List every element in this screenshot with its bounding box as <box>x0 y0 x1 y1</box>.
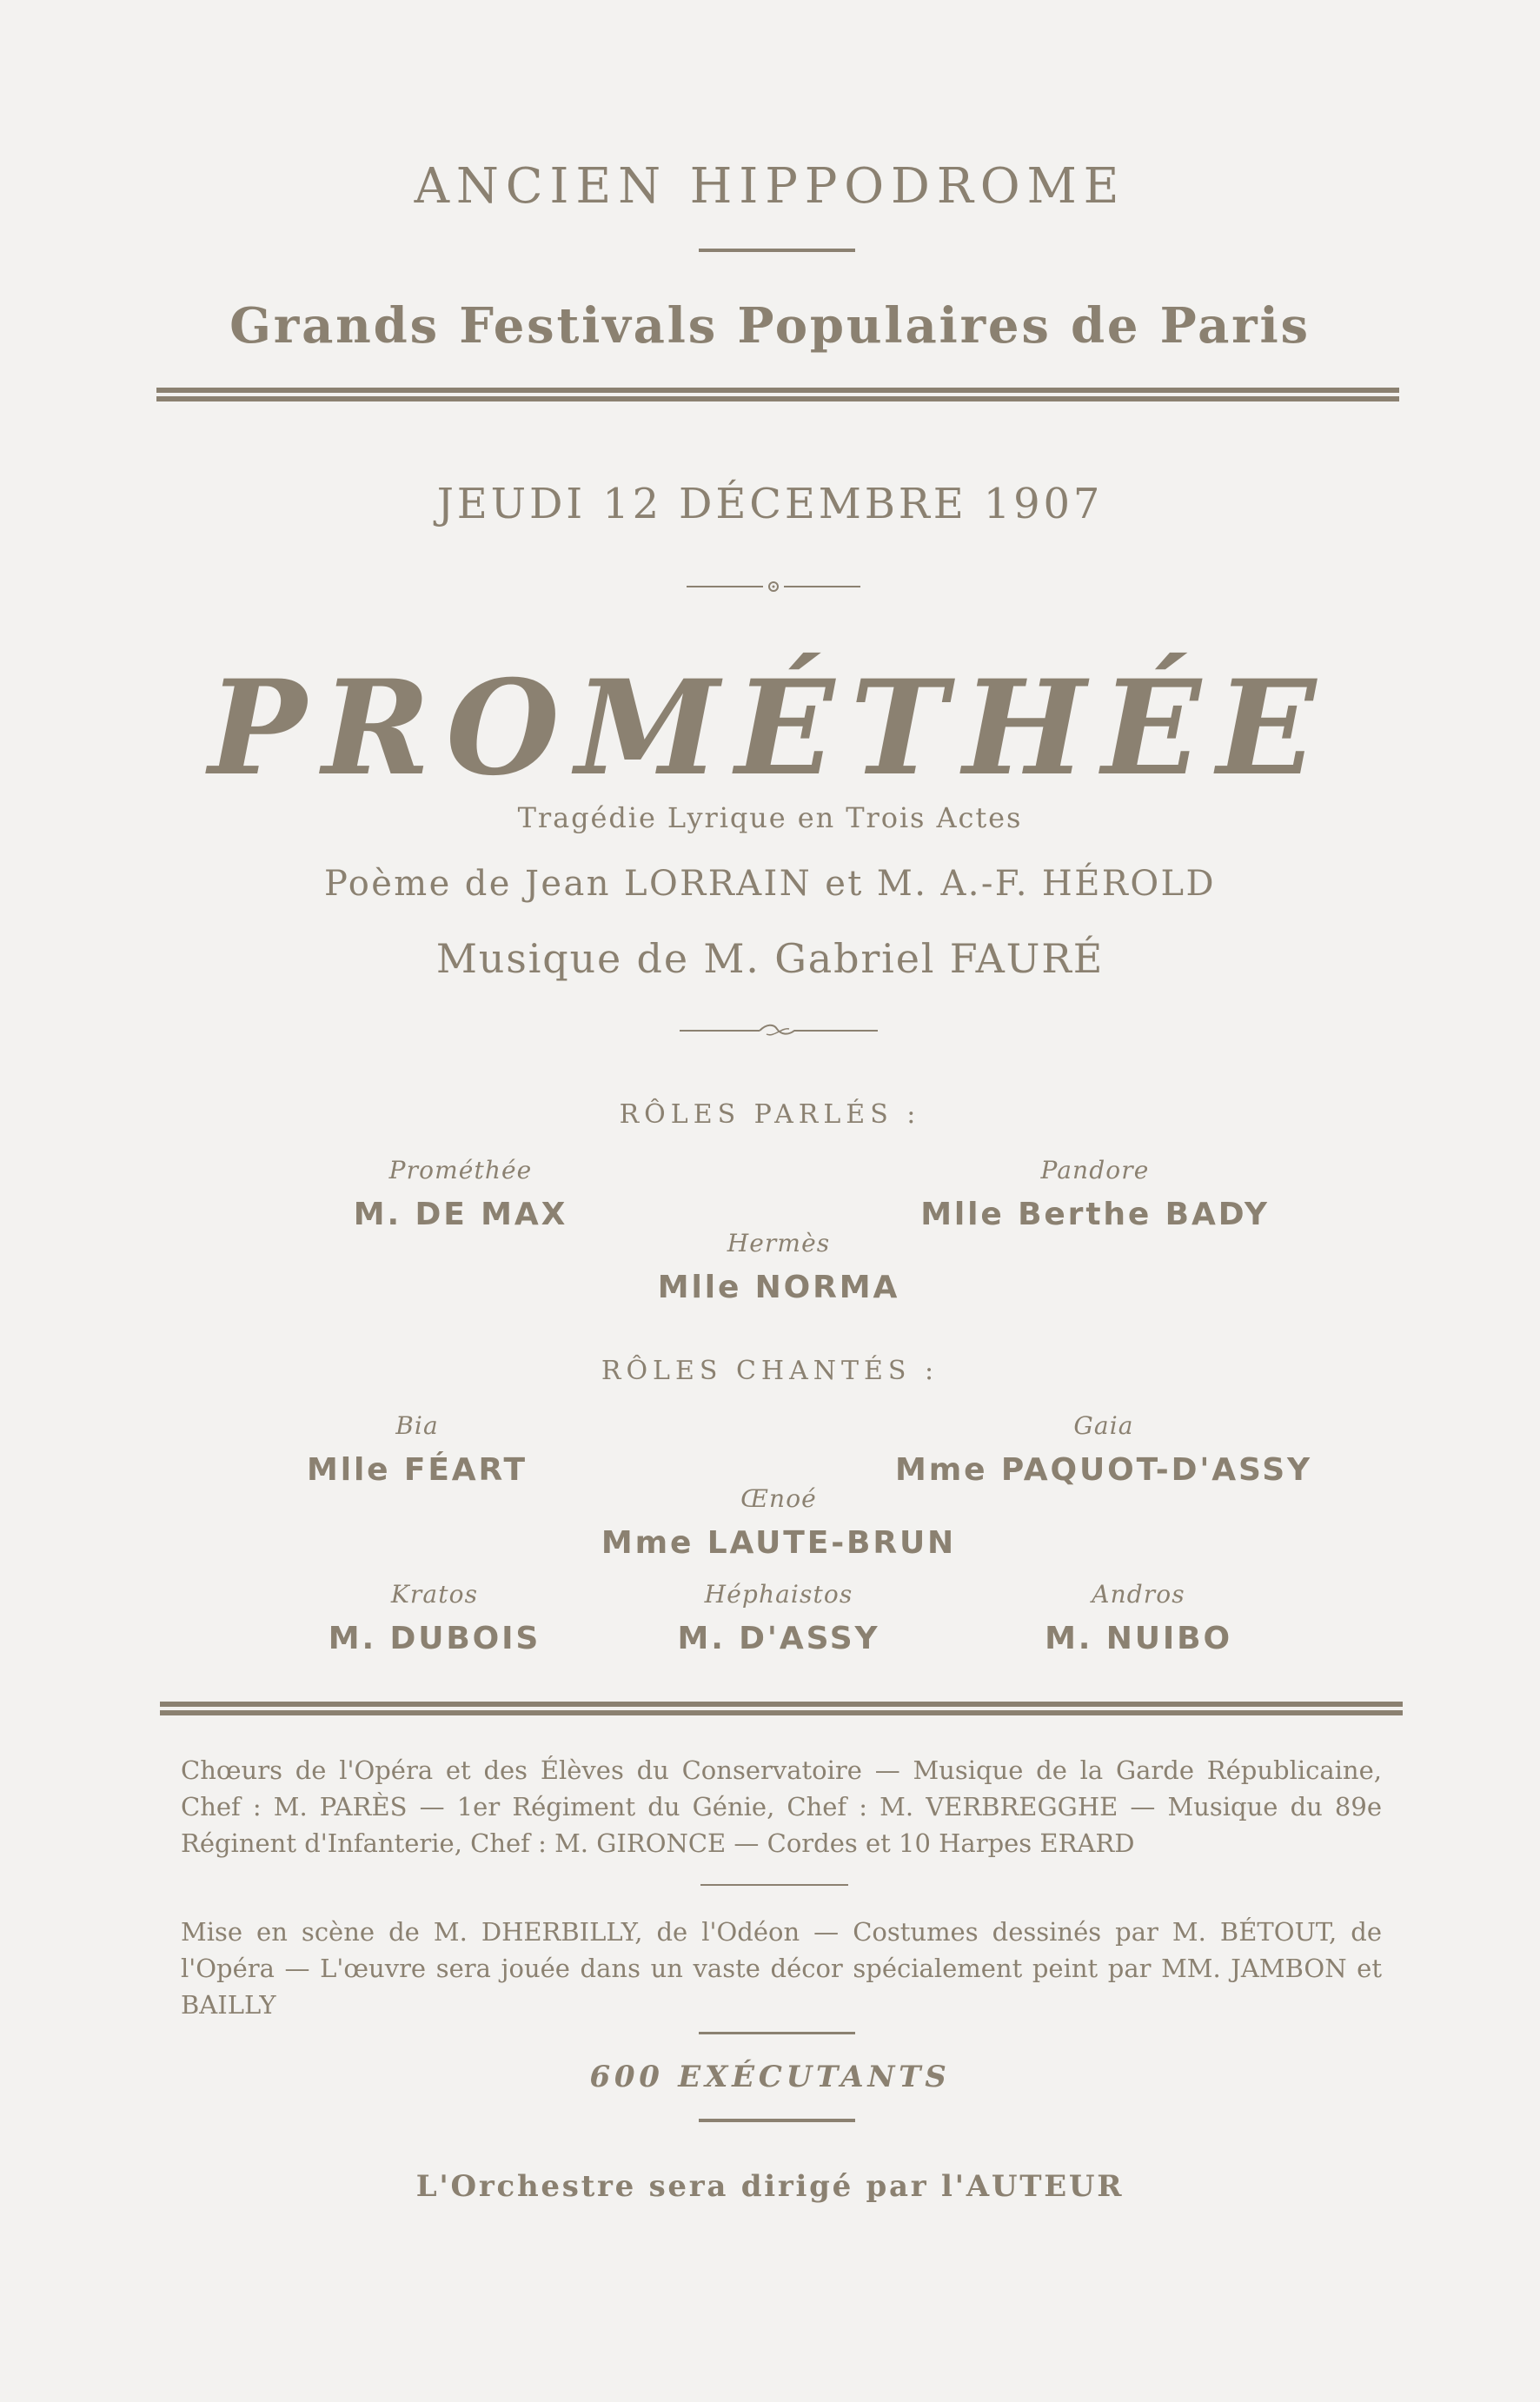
performance-date: JEUDI 12 DÉCEMBRE 1907 <box>436 480 1104 528</box>
role-name: Hermès <box>727 1229 831 1257</box>
venue-title: ANCIEN HIPPODROME <box>414 158 1126 215</box>
performers-credit: Chœurs de l'Opéra et des Élèves du Conservatoire — Musique de la Garde Républicaine, Chef : M. PARÈS — 1er Régiment du Génie, Chef : M. VERBREGGHE — Musique du 89e Réginent d'Infanterie, Chef : M. GIRONCE — Cordes et 10 Harpes ERARD <box>181 1755 1382 1858</box>
sung-roles-heading: RÔLES CHANTÉS : <box>601 1356 939 1386</box>
actor-name: Mme PAQUOT-D'ASSY <box>895 1452 1312 1488</box>
work-subtitle: Tragédie Lyrique en Trois Actes <box>517 801 1023 834</box>
work-title: PROMÉTHÉE <box>208 652 1332 805</box>
role-name: Bia <box>395 1411 439 1440</box>
role-name: Prométhée <box>388 1156 533 1184</box>
role-entry <box>261 1580 608 1656</box>
credits-divider <box>700 1884 848 1886</box>
credits-divider <box>699 2032 855 2034</box>
flourish-divider-icon <box>676 1017 881 1043</box>
music-credit: Musique de M. Gabriel FAURÉ <box>435 935 1105 982</box>
actor-name: M. DE MAX <box>353 1197 568 1232</box>
role-name: Andros <box>1092 1580 1185 1609</box>
role-name: Kratos <box>390 1580 479 1609</box>
role-entry <box>965 1580 1312 1656</box>
role-entry <box>561 1484 996 1561</box>
actor-name: Mlle FÉART <box>307 1452 528 1488</box>
actor-name: M. DUBOIS <box>328 1621 541 1656</box>
spoken-roles-heading: RÔLES PARLÉS : <box>619 1099 921 1130</box>
venue-underline <box>699 249 855 252</box>
conductor-credit: L'Orchestre sera dirigé par l'AUTEUR <box>415 2169 1125 2204</box>
role-entry <box>605 1580 953 1656</box>
festival-title: Grands Festivals Populaires de Paris <box>229 297 1311 355</box>
role-name: Héphaistos <box>704 1580 853 1609</box>
executants-count: 600 EXÉCUTANTS <box>589 2060 951 2094</box>
ornament-divider-icon <box>678 574 869 600</box>
role-entry <box>869 1411 1338 1488</box>
actor-name: Mlle NORMA <box>657 1270 900 1305</box>
role-entry <box>605 1229 953 1305</box>
actor-name: Mme LAUTE-BRUN <box>601 1525 957 1561</box>
actor-name: Mlle Berthe BADY <box>920 1197 1270 1232</box>
role-entry <box>886 1156 1304 1232</box>
poem-credit: Poème de Jean LORRAIN et M. A.-F. HÉROLD <box>324 864 1216 904</box>
role-entry <box>243 1411 591 1488</box>
cast-double-rule <box>160 1702 1403 1715</box>
role-name: Pandore <box>1040 1156 1150 1184</box>
header-double-rule <box>156 388 1399 401</box>
actor-name: M. D'ASSY <box>677 1621 880 1656</box>
credits-divider <box>699 2119 855 2122</box>
actor-name: M. NUIBO <box>1045 1621 1232 1656</box>
staging-credit: Mise en scène de M. DHERBILLY, de l'Odéon — Costumes dessinés par M. BÉTOUT, de l'Opéra — L'œuvre sera jouée dans un vaste décor spécialement peint par MM. JAMBON et BAILLY <box>181 1917 1382 2020</box>
role-name: Gaia <box>1073 1411 1134 1440</box>
role-entry <box>287 1156 634 1232</box>
role-name: Œnoé <box>740 1484 817 1513</box>
